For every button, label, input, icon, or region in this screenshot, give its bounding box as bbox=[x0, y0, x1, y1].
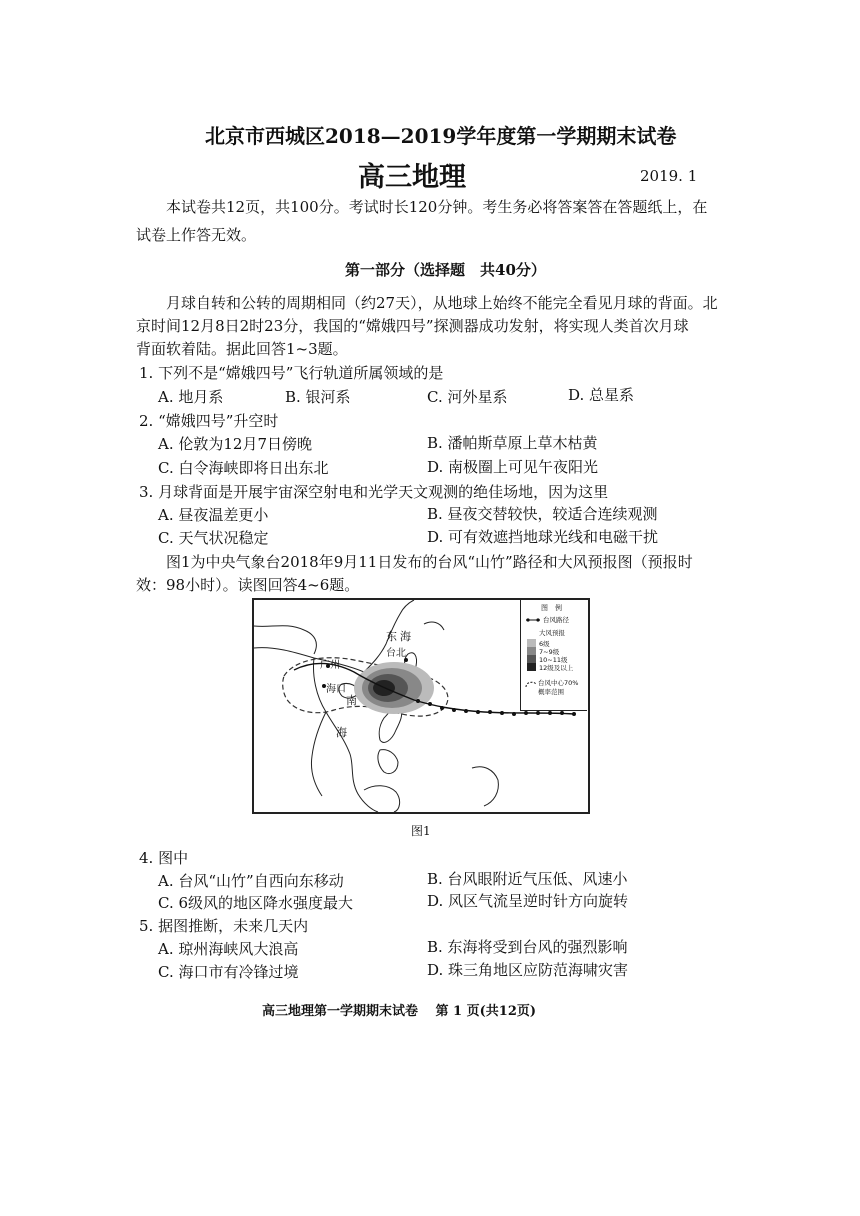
question-5-option-b: B. 东海将受到台风的强烈影响 bbox=[427, 938, 628, 956]
coastline-korea bbox=[424, 622, 444, 630]
coastline-borneo bbox=[364, 786, 400, 812]
question-1-option-b: B. 银河系 bbox=[285, 388, 351, 406]
track-point bbox=[464, 709, 468, 713]
coastline-new-guinea bbox=[472, 767, 498, 806]
legend-probability-line-2: 概率范围 bbox=[538, 688, 564, 696]
legend-level-10-11: 10~11级 bbox=[539, 656, 568, 664]
question-3-option-b: B. 昼夜交替较快，较适合连续观测 bbox=[427, 505, 658, 523]
question-1-stem: 1. 下列不是“嫦娥四号”飞行轨道所属领域的是 bbox=[139, 364, 444, 382]
track-point bbox=[500, 711, 504, 715]
legend-level-12: 12级及以上 bbox=[539, 664, 574, 672]
track-point bbox=[476, 710, 480, 714]
track-point bbox=[524, 711, 528, 715]
passage-2-line-1: 图1为中央气象台2018年9月11日发布的台风“山竹”路径和大风预报图（预报时 bbox=[166, 553, 693, 571]
coastline-visayas bbox=[378, 750, 398, 774]
question-3-option-c: C. 天气状况稳定 bbox=[158, 529, 269, 547]
legend-wind-title: 大风预报 bbox=[539, 629, 565, 637]
question-4-stem: 4. 图中 bbox=[139, 849, 189, 867]
track-point bbox=[488, 710, 492, 714]
track-point bbox=[512, 712, 516, 716]
map-label-sea: 海 bbox=[336, 726, 347, 739]
track-point bbox=[428, 702, 432, 706]
map-label-east-sea-2: 海 bbox=[400, 630, 411, 643]
section-1-heading: 第一部分（选择题 共40分） bbox=[345, 261, 546, 279]
track-point bbox=[536, 711, 540, 715]
legend-probability-line-1: 台风中心70% bbox=[538, 679, 579, 687]
question-1-option-a: A. 地月系 bbox=[158, 388, 224, 406]
track-point bbox=[548, 711, 552, 715]
question-4-option-b: B. 台风眼附近气压低、风速小 bbox=[427, 870, 628, 888]
page-footer: 高三地理第一学期期末试卷 第 1 页(共12页) bbox=[262, 1004, 537, 1019]
passage-1-line-1: 月球自转和公转的周期相同（约27天），从地球上始终不能完全看见月球的背面。北 bbox=[166, 294, 718, 312]
question-2-option-a: A. 伦敦为12月7日傍晚 bbox=[158, 435, 312, 453]
map-legend bbox=[520, 600, 587, 711]
legend-level-7-9: 7~9级 bbox=[539, 648, 560, 656]
figure-caption: 图1 bbox=[411, 824, 431, 838]
legend-swatch-level-7-9 bbox=[527, 647, 536, 655]
track-point bbox=[452, 708, 456, 712]
map-label-east-sea-1: 东 bbox=[386, 630, 397, 643]
question-2-option-b: B. 潘帕斯草原上草木枯黄 bbox=[427, 434, 598, 452]
intro-line-2: 试卷上作答无效。 bbox=[136, 226, 257, 244]
passage-2-line-2: 效：98小时）。读图回答4~6题。 bbox=[136, 576, 360, 594]
question-1-option-d: D. 总星系 bbox=[568, 386, 635, 404]
track-point bbox=[440, 706, 444, 710]
map-label-taibei: 台北 bbox=[386, 648, 406, 659]
typhoon-map bbox=[252, 598, 590, 814]
question-3-stem: 3. 月球背面是开展宇宙深空射电和光学天文观测的绝佳场地，因为这里 bbox=[139, 483, 609, 501]
question-2-option-d: D. 南极圈上可见午夜阳光 bbox=[427, 458, 599, 476]
question-4-option-a: A. 台风“山竹”自西向东移动 bbox=[158, 872, 344, 890]
question-5-stem: 5. 据图推断，未来几天内 bbox=[139, 917, 309, 935]
track-point bbox=[560, 711, 564, 715]
intro-line-1: 本试卷共12页，共100分。考试时长120分钟。考生务必将答案答在答题纸上，在 bbox=[166, 198, 708, 216]
legend-title: 图 例 bbox=[541, 604, 562, 612]
exam-date: 2019. 1 bbox=[640, 167, 698, 185]
question-2-option-c: C. 白令海峡即将日出东北 bbox=[158, 459, 329, 477]
question-4-option-d: D. 风区气流呈逆时针方向旋转 bbox=[427, 892, 629, 910]
question-3-option-a: A. 昼夜温差更小 bbox=[158, 506, 269, 524]
legend-swatch-level-10-11 bbox=[527, 655, 536, 663]
legend-level-6: 6级 bbox=[539, 640, 550, 648]
subject-title: 高三地理 bbox=[358, 162, 466, 193]
question-2-stem: 2. “嫦娥四号”升空时 bbox=[139, 412, 279, 430]
passage-1-line-3: 背面软着陆。据此回答1~3题。 bbox=[136, 340, 348, 358]
question-5-option-d: D. 珠三角地区应防范海啸灾害 bbox=[427, 961, 629, 979]
question-5-option-a: A. 琼州海峡风大浪高 bbox=[158, 940, 299, 958]
legend-probability-symbol bbox=[524, 679, 538, 689]
map-label-guangzhou: 广州 bbox=[320, 660, 340, 671]
track-point bbox=[416, 699, 420, 703]
question-3-option-d: D. 可有效遮挡地球光线和电磁干扰 bbox=[427, 528, 659, 546]
question-1-option-c: C. 河外星系 bbox=[427, 388, 508, 406]
passage-1-line-2: 京时间12月8日2时23分，我国的“嫦娥四号”探测器成功发射，将实现人类首次月球 bbox=[136, 317, 689, 335]
question-4-option-c: C. 6级风的地区降水强度最大 bbox=[158, 894, 354, 912]
legend-track-label: 台风路径 bbox=[543, 616, 569, 624]
question-5-option-c: C. 海口市有冷锋过境 bbox=[158, 963, 299, 981]
legend-swatch-level-6 bbox=[527, 639, 536, 647]
coastline-gulf bbox=[311, 712, 326, 796]
legend-swatch-level-12 bbox=[527, 663, 536, 671]
exam-title: 北京市西城区2018—2019学年度第一学期期末试卷 bbox=[205, 124, 677, 148]
map-label-south: 南 bbox=[346, 694, 357, 707]
map-label-haikou: 海口 bbox=[326, 684, 346, 695]
legend-track-symbol bbox=[525, 617, 541, 623]
track-point bbox=[572, 712, 576, 716]
